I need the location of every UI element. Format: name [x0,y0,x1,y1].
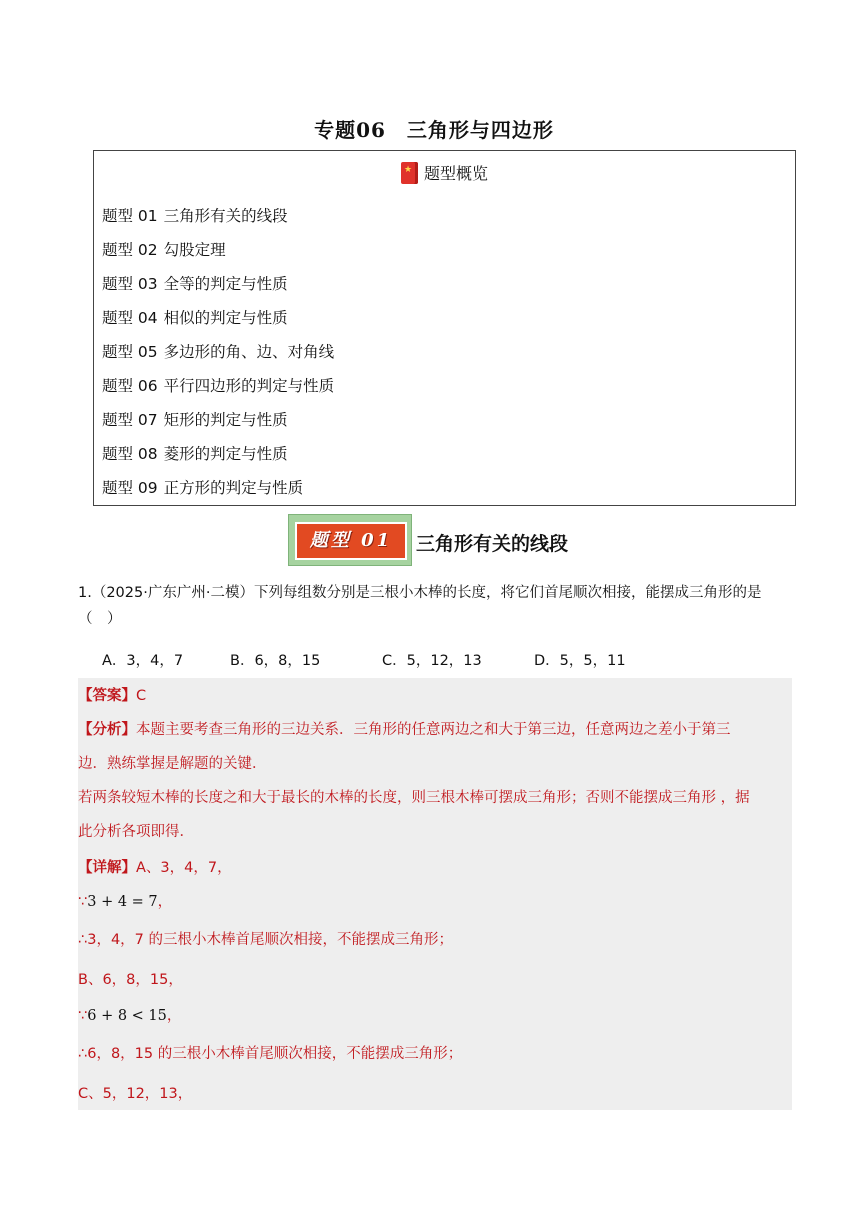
list-item [102,477,334,511]
item-number: 题型 07 [102,411,158,429]
item-number: 题型 02 [102,241,158,259]
list-item [102,409,334,443]
item-number: 题型 09 [102,479,158,497]
question-blank: （ ） [78,611,122,627]
question-text [78,580,792,632]
document-title: 专题06 三角形与四边形 [314,118,554,142]
item-label: 菱形的判定与性质 [163,445,288,463]
item-number: 题型 08 [102,445,158,463]
detail-line: ∴6，8，15 的三根小木棒首尾顺次相接，不能摆成三角形； [78,1046,463,1062]
detail-line: B、6，8，15， [78,972,183,988]
detail-line: C、5，12，13， [78,1086,193,1102]
item-label: 勾股定理 [163,241,226,259]
analysis-line: 此分析各项即得． [78,824,194,840]
option-b: B．6，8，15 [230,653,321,669]
section-badge-label: 题型 01 [295,522,407,560]
list-item [102,375,334,409]
book-icon [401,162,418,184]
overview-heading [94,161,795,184]
option-c: C．5，12，13 [382,653,482,669]
item-label: 多边形的角、边、对角线 [163,343,335,361]
item-label: 三角形有关的线段 [163,207,288,225]
list-item [102,205,334,239]
analysis-text: 本题主要考查三角形的三边关系．三角形的任意两边之和大于第三边，任意两边之差小于第三 [136,722,731,738]
detail-line: ∴3，4，7 的三根小木棒首尾顺次相接，不能摆成三角形； [78,932,454,948]
item-label: 矩形的判定与性质 [163,411,288,429]
item-label: 正方形的判定与性质 [163,479,304,497]
because-symbol: ∵ [78,894,88,910]
detail-line [78,890,172,911]
detail-label: 【详解】 [78,860,136,876]
overview-list [102,205,334,511]
solution-box [78,678,792,1110]
item-number: 题型 03 [102,275,158,293]
analysis-line: 边．熟练掌握是解题的关键． [78,756,267,772]
item-label: 平行四边形的判定与性质 [163,377,335,395]
item-label: 相似的判定与性质 [163,309,288,327]
item-number: 题型 05 [102,343,158,361]
answer-line [78,684,146,705]
analysis-line [78,718,731,739]
section-badge [288,514,412,566]
option-a: A．3，4，7 [102,653,184,669]
item-number: 题型 01 [102,207,158,225]
detail-line [78,1004,181,1025]
question-line: 1.（2025·广东广州·二模）下列每组数分别是三根小木棒的长度，将它们首尾顺次相接，能摆成三角形的是 [78,585,762,601]
list-item [102,273,334,307]
option-d: D．5，5，11 [534,653,626,669]
list-item [102,307,334,341]
math-tail: ， [166,1008,182,1024]
because-symbol: ∵ [78,1008,88,1024]
list-item [102,443,334,477]
answer-label: 【答案】 [78,688,136,704]
math-tail: ， [157,894,173,910]
overview-box [93,150,796,506]
list-item [102,239,334,273]
overview-heading-label: 题型概览 [423,164,488,183]
detail-text: A、3，4，7， [136,860,232,876]
list-item [102,341,334,375]
analysis-label: 【分析】 [78,722,136,738]
math-expression: 6 + 8 < 15 [87,1008,167,1024]
section-title: 三角形有关的线段 [416,533,569,555]
item-number: 题型 04 [102,309,158,327]
analysis-line: 若两条较短木棒的长度之和大于最长的木棒的长度，则三根木棒可摆成三角形；否则不能摆成三角形 ，据 [78,790,750,806]
item-label: 全等的判定与性质 [163,275,288,293]
detail-line [78,856,232,877]
math-expression: 3 + 4 = 7 [87,894,158,910]
item-number: 题型 06 [102,377,158,395]
answer-value: C [136,688,147,704]
